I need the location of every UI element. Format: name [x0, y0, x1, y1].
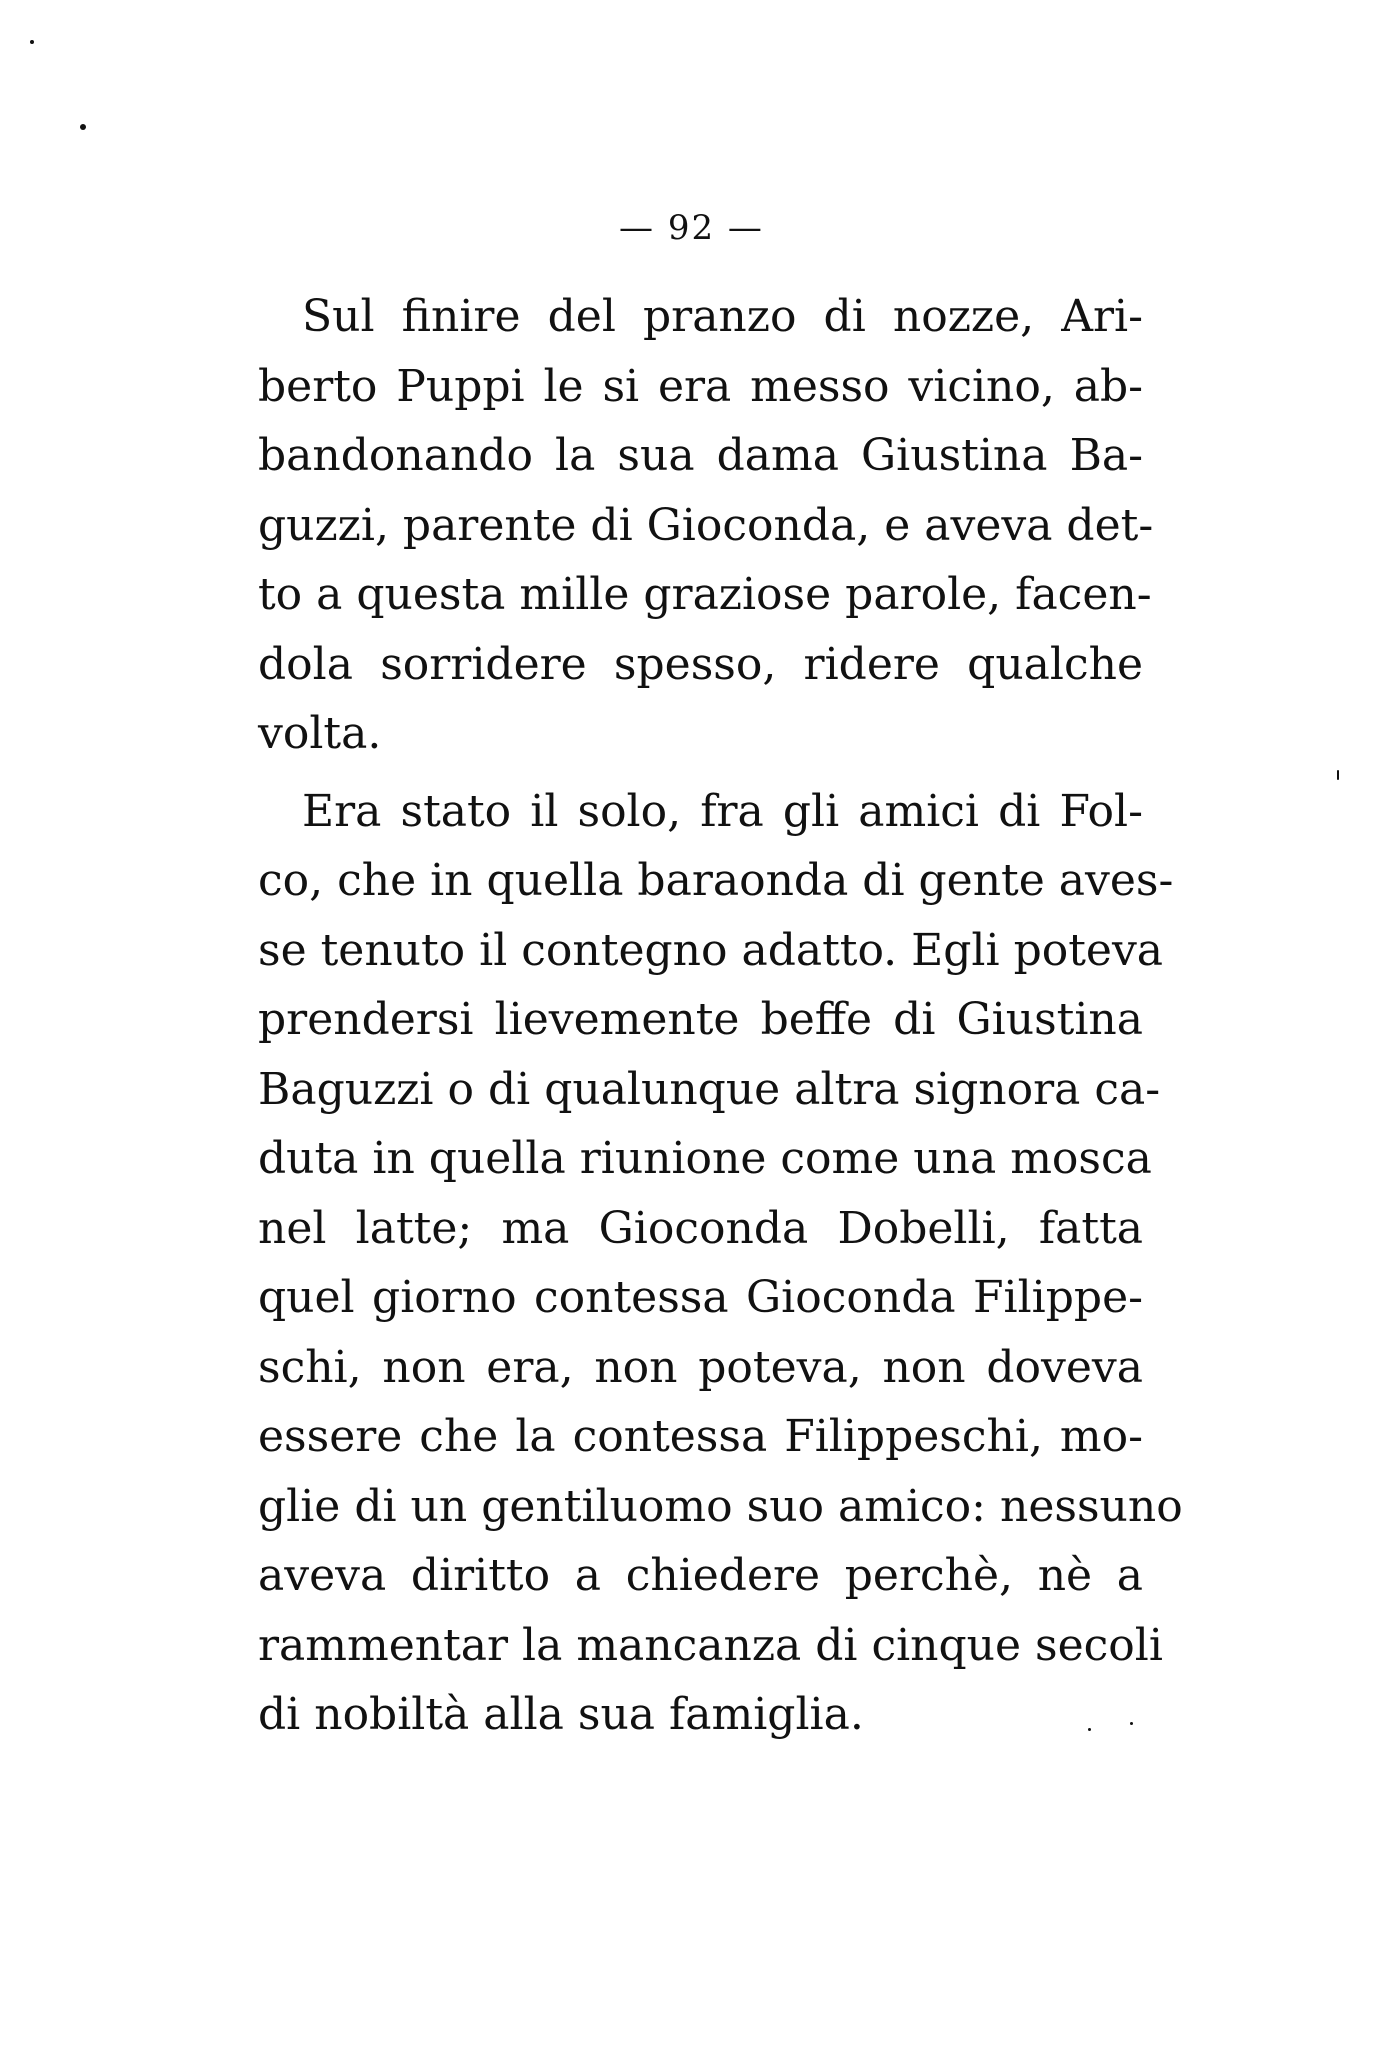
text-line: dola sorridere spesso, ridere qualche — [258, 638, 1143, 690]
scan-speck — [1337, 770, 1339, 780]
text-line: Era stato il solo, fra gli amici di Fol- — [302, 785, 1143, 837]
text-line: Sul finire del pranzo di nozze, Ari- — [302, 291, 1143, 342]
text-line: berto Puppi le si era messo vicino, ab- — [258, 360, 1143, 412]
text-line: nel latte; ma Gioconda Dobelli, fatta — [258, 1202, 1143, 1254]
text-line: di nobiltà alla sua famiglia. — [258, 1689, 864, 1740]
text-line: se tenuto il contegno adatto. Egli poteva — [258, 924, 1164, 976]
text-line: duta in quella riunione come una mosca — [258, 1133, 1152, 1184]
text-line: glie di un gentiluomo suo amico: nessuno — [258, 1480, 1183, 1532]
text-line: volta. — [258, 708, 382, 759]
scan-speck — [30, 40, 34, 44]
text-line: aveva diritto a chiedere perchè, nè a — [258, 1550, 1143, 1601]
text-line: prendersi lievemente beffe di Giustina — [258, 994, 1143, 1045]
text-line: to a questa mille graziose parole, facen- — [258, 569, 1152, 620]
text-line: guzzi, parente di Gioconda, e aveva det- — [258, 499, 1154, 551]
text-line: Baguzzi o di qualunque altra signora ca- — [258, 1063, 1161, 1115]
text-line: schi, non era, non poteva, non doveva — [258, 1341, 1143, 1393]
paragraph-1 — [258, 282, 1154, 769]
text-line: co, che in quella baraonda di gente aves- — [258, 855, 1174, 906]
text-line: bandonando la sua dama Giustina Ba- — [258, 430, 1143, 481]
text-line: rammentar la mancanza di cinque secoli — [258, 1619, 1163, 1671]
page-number: — 92 — — [619, 208, 764, 248]
body-text — [258, 282, 1183, 1750]
text-line: quel giorno contessa Gioconda Filippe- — [258, 1272, 1143, 1323]
paragraph-2 — [258, 777, 1183, 1750]
scan-speck — [80, 124, 86, 130]
text-line: essere che la contessa Filippeschi, mo- — [258, 1411, 1143, 1462]
